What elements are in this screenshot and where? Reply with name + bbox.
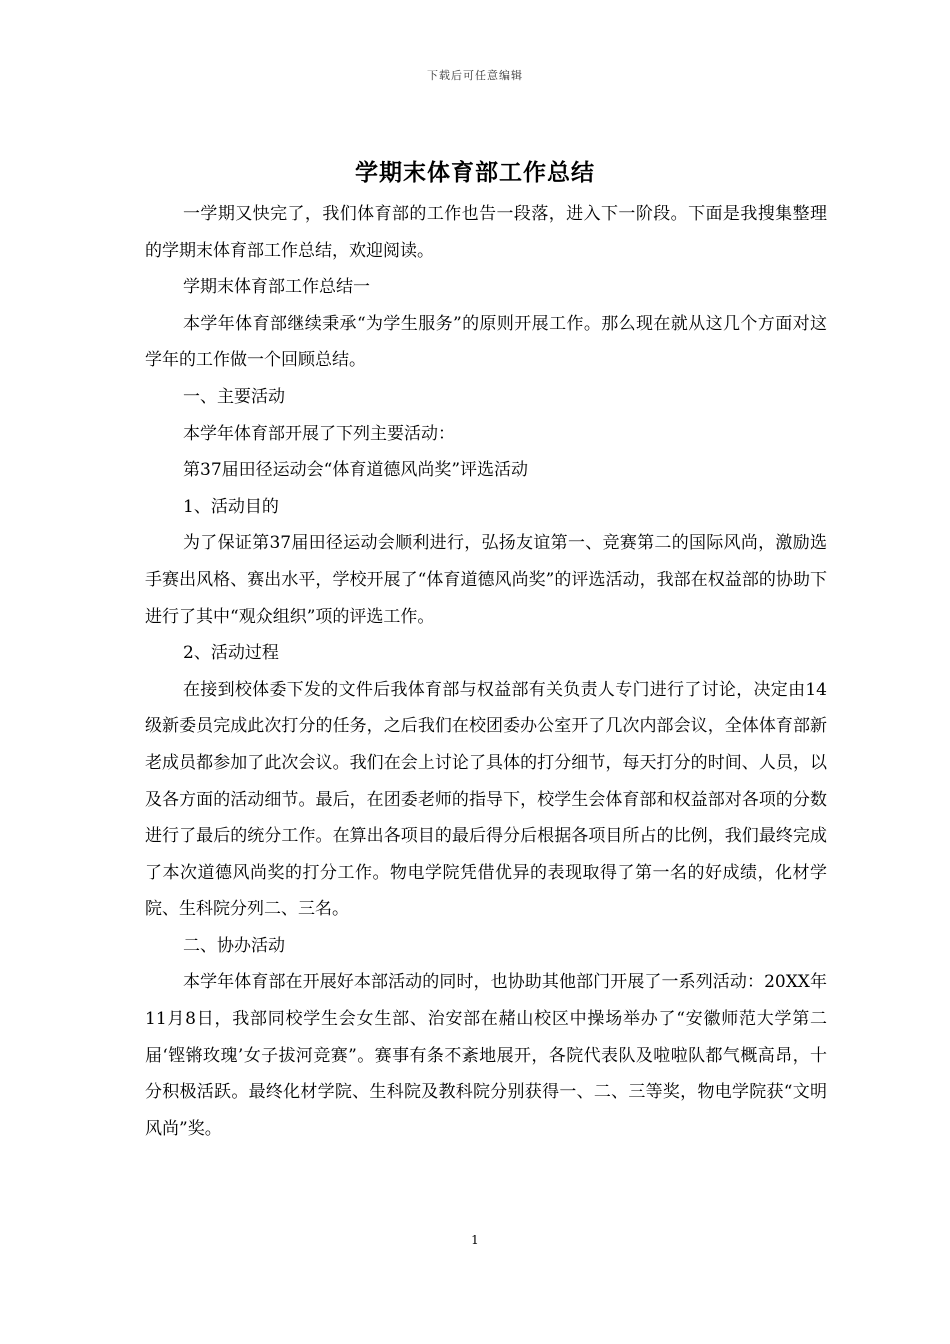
heading-activity-purpose: 1、活动目的: [183, 496, 279, 517]
heading-activity-process: 2、活动过程: [183, 643, 279, 664]
heading-main-activities: 一、主要活动: [183, 386, 285, 407]
header-note: 下载后可任意编辑: [427, 69, 523, 82]
paragraph-activity-process: 在接到校体委下发的文件后我体育部与权益部有关负责人专门进行了讨论，决定由14级新委员完成此次打分的任务，之后我们在校团委办公室开了几次内部会议，全体体育部新老成员都参加了此次会议。我们在会上讨论了具体的打分细节，每天打分的时间、人员，以及各方面的活动细节。最后，在团委老师的指导下，校学生会体育部和权益部对各项的分数进行了最后的统分工作。在算出各项目的最后得分后根据各项目所占的比例，我们最终完成了本次道德风尚奖的打分工作。物电学院凭借优异的表现取得了第一名的好成绩，化材学院、生科院分列二、三名。: [145, 679, 827, 920]
paragraph-overview: 本学年体育部继续秉承“为学生服务”的原则开展工作。那么现在就从这几个方面对这学年的工作做一个回顾总结。: [145, 313, 827, 371]
document-title: 学期末体育部工作总结: [355, 159, 595, 186]
heading-event-name: 第37届田径运动会“体育道德风尚奖”评选活动: [183, 460, 529, 481]
heading-co-activities: 二、协办活动: [183, 935, 285, 956]
paragraph-intro: 一学期又快完了，我们体育部的工作也告一段落，进入下一阶段。下面是我搜集整理的学期末体育部工作总结，欢迎阅读。: [145, 204, 827, 261]
page-number: 1: [471, 1233, 479, 1247]
paragraph-activities-intro: 本学年体育部开展了下列主要活动：: [183, 423, 455, 444]
paragraph-co-activities: 本学年体育部在开展好本部活动的同时，也协助其他部门开展了一系列活动：20XX年11月8日，我部同校学生会女生部、治安部在赭山校区中操场举办了“安徽师范大学第二届‘铿锵玫瑰’女子拔河竞赛”。赛事有条不紊地展开，各院代表队及啦啦队都气概高昂，十分积极活跃。最终化材学院、生科院及教科院分别获得一、二、三等奖，物电学院获“文明风尚”奖。: [145, 972, 827, 1139]
paragraph-activity-purpose: 为了保证第37届田径运动会顺利进行，弘扬友谊第一、竞赛第二的国际风尚，激励选手赛出风格、赛出水平，学校开展了“体育道德风尚奖”的评选活动，我部在权益部的协助下进行了其中“观众组织”项的评选工作。: [145, 533, 827, 627]
document-body: [145, 196, 827, 1147]
paragraph-section-heading: 学期末体育部工作总结一: [183, 277, 370, 298]
